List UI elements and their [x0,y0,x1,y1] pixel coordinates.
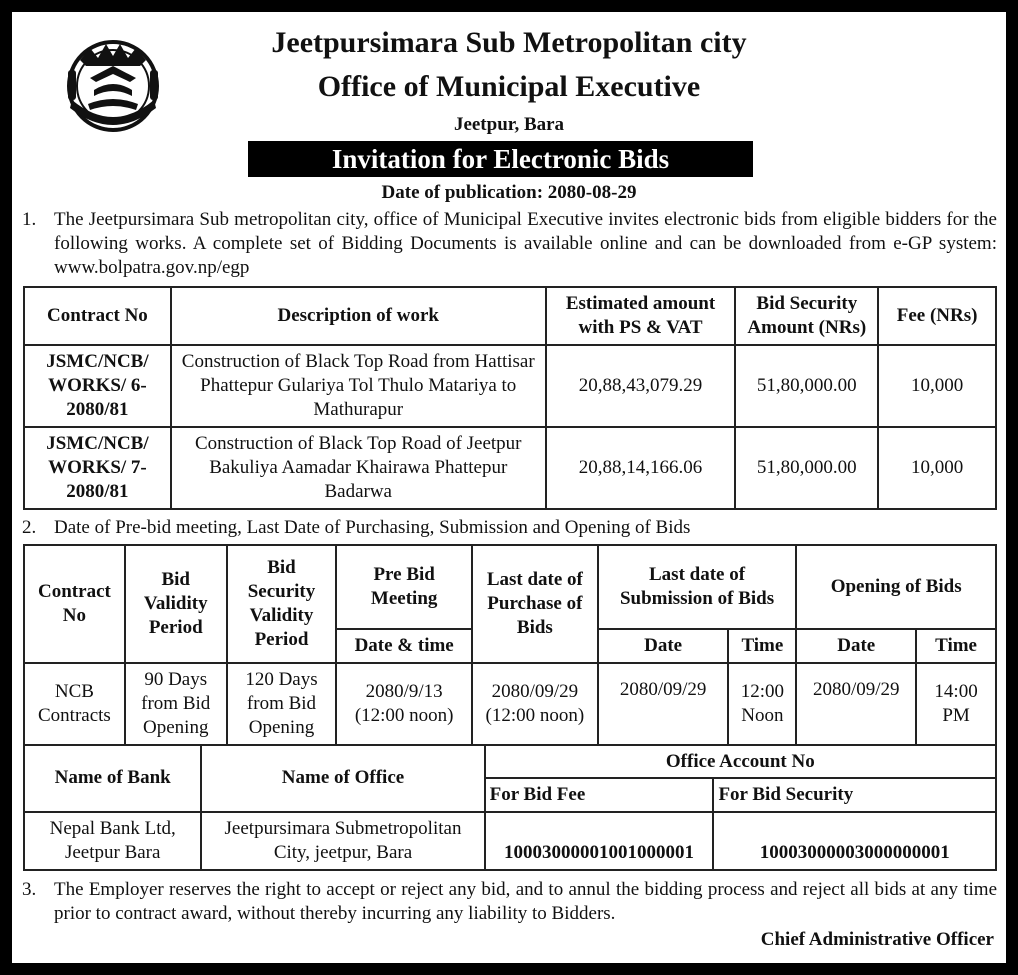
bank-table [23,744,997,871]
header-prebid-datetime: Date & time [336,629,472,663]
bid-security-amount: 51,80,000.00 [735,345,878,427]
bid-security-account-number: 10003000003000000001 [713,812,996,870]
purchase-time: (12:00 noon) [485,705,585,726]
fee-amount: 10,000 [878,345,996,427]
paragraph-number: 2. [22,517,37,538]
table-row [24,663,996,745]
contract-type: NCB Contracts [24,663,125,745]
work-description: Construction of Black Top Road of Jeetpur Bakuliya Aamadar Khairawa Phattepur Badarwa [171,427,546,509]
header-fee: Fee (NRs) [878,287,996,345]
paragraph-text: The Employer reserves the right to accept or reject any bid, and to annul the bidding process and reject all bids at any time prior to contract award, without thereby incurring any liability to Bidders. [54,879,997,924]
paragraph-1 [22,208,997,280]
contract-no: JSMC/NCB/ WORKS/ 7-2080/81 [24,427,171,509]
header-bid-security: Bid Security Amount (NRs) [735,287,878,345]
works-table [23,286,997,510]
header-bid-fee-account: For Bid Fee [485,778,714,812]
notice-page [12,12,1006,963]
header-bid-validity: Bid Validity Period [125,545,227,663]
table-header-row [24,745,996,778]
header-security-validity: Bid Security Validity Period [227,545,337,663]
paragraph-number: 3. [22,879,37,900]
header-opening-date: Date [796,629,916,663]
header-last-purchase: Last date of Purchase of Bids [472,545,598,663]
header-last-submission: Last date of Submission of Bids [598,545,797,629]
table-row [24,812,996,870]
submission-date: 2080/09/29 [598,663,729,745]
header-estimated-amount: Estimated amount with PS & VAT [546,287,736,345]
purchase-datetime [472,663,598,745]
prebid-datetime [336,663,472,745]
opening-date: 2080/09/29 [796,663,916,745]
header-submission-time: Time [728,629,796,663]
header-bank-name: Name of Bank [24,745,201,812]
header-bid-security-account: For Bid Security [713,778,996,812]
contract-no: JSMC/NCB/ WORKS/ 6-2080/81 [24,345,171,427]
paragraph-2 [22,516,997,540]
submission-time: 12:00 Noon [728,663,796,745]
fee-amount: 10,000 [878,427,996,509]
header-submission-date: Date [598,629,729,663]
prebid-date: 2080/9/13 [365,681,443,702]
table-row [24,345,996,427]
opening-time: 14:00 PM [916,663,996,745]
header-description: Description of work [171,287,546,345]
office-name: Jeetpursimara Submetropolitan City, jeetpur, Bara [201,812,484,870]
header-contract-no: Contract No [24,287,171,345]
paragraph-number: 1. [22,209,37,230]
table-row [24,427,996,509]
header-office-name: Name of Office [201,745,484,812]
header-opening-time: Time [916,629,996,663]
estimated-amount: 20,88,14,166.06 [546,427,736,509]
table-header-row [24,545,996,629]
publication-date: Date of publication: 2080-08-29 [381,182,637,203]
notice-banner: Invitation for Electronic Bids [248,141,753,177]
location: Jeetpur, Bara [453,114,565,135]
table-header-row [24,287,996,345]
city-title: Jeetpursimara Sub Metropolitan city [271,26,747,59]
bank-name: Nepal Bank Ltd, Jeetpur Bara [24,812,201,870]
schedule-table [23,544,997,746]
paragraph-3 [22,878,997,926]
paragraph-text: The Jeetpursimara Sub metropolitan city, office of Municipal Executive invites electronic bids from eligible bidders for the following works. A complete set of Bidding Documents is available online and can be downloaded from e-GP system: www.bolpatra.gov.np/egp [54,209,997,278]
work-description: Construction of Black Top Road from Hattisar Phattepur Gulariya Tol Thulo Matariya to Mathurapur [171,345,546,427]
signoff-title: Chief Administrative Officer [760,929,994,950]
purchase-date: 2080/09/29 [491,681,579,702]
prebid-time: (12:00 noon) [354,705,454,726]
security-validity: 120 Days from Bid Opening [227,663,337,745]
bid-validity: 90 Days from Bid Opening [125,663,227,745]
estimated-amount: 20,88,43,079.29 [546,345,736,427]
paragraph-text: Date of Pre-bid meeting, Last Date of Purchasing, Submission and Opening of Bids [54,517,691,538]
header-office-account: Office Account No [485,745,996,778]
bid-security-amount: 51,80,000.00 [735,427,878,509]
header-prebid-meeting: Pre Bid Meeting [336,545,472,629]
office-title: Office of Municipal Executive [317,70,701,103]
header-contract-no: Contract No [24,545,125,663]
bid-fee-account-number: 10003000001001000001 [485,812,714,870]
header-opening-of-bids: Opening of Bids [796,545,996,629]
